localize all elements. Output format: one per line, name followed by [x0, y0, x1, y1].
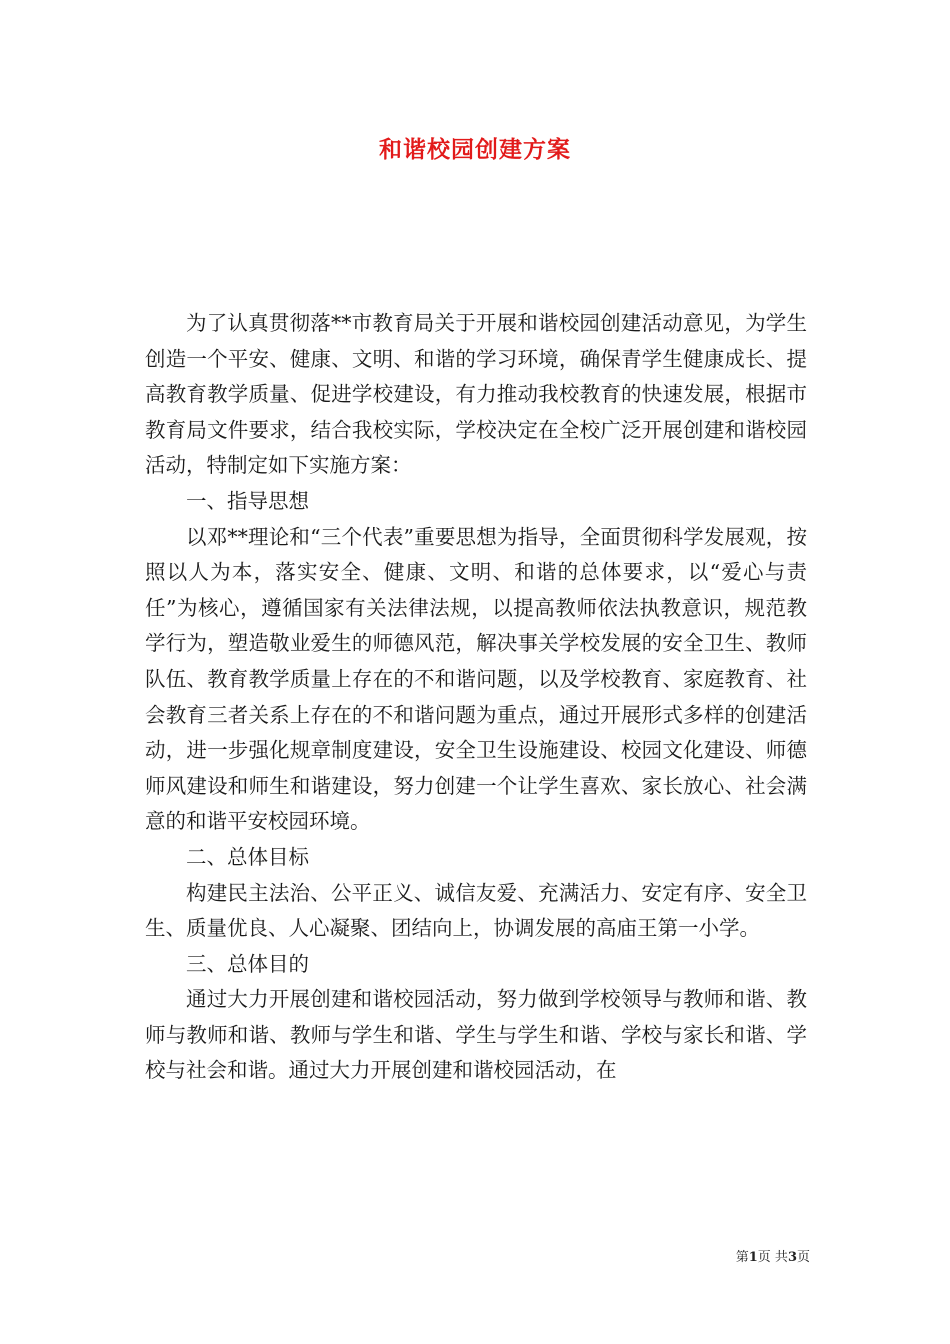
document-title: 和谐校园创建方案 — [379, 136, 571, 163]
footer-total-pages: 3 — [787, 1250, 797, 1265]
section-heading-guiding-ideology: 一、指导思想 — [186, 488, 309, 513]
page-footer — [700, 1246, 810, 1265]
guiding-ideology-paragraph: 以邓**理论和“三个代表”重要思想为指导，全面贯彻科学发展观，按照以人为本，落实安全、健康、文明、和谐的总体要求，以“爱心与责任”为核心，遵循国家有关法律法规，以提高教师依法执教意识，规范教学行为，塑造敬业爱生的师德风范，解决事关学校发展的安全卫生、教师队伍、教育教学质量上存在的不和谐问题，以及学校教育、家庭教育、社会教育三者关系上存在的不和谐问题为重点，通过开展形式多样的创建活动，进一步强化规章制度建设，安全卫生设施建设、校园文化建设、师德师风建设和师生和谐建设，努力创建一个让学生喜欢、家长放心、社会满意的和谐平安校园环境。 — [145, 524, 807, 834]
footer-prefix: 第 — [735, 1250, 749, 1265]
overall-goal-paragraph: 构建民主法治、公平正义、诚信友爱、充满活力、安定有序、安全卫生、质量优良、人心凝聚、团结向上，协调发展的高庙王第一小学。 — [145, 880, 807, 941]
document-body — [145, 306, 807, 1089]
section-heading-overall-purpose: 三、总体目的 — [186, 951, 309, 976]
overall-purpose-paragraph: 通过大力开展创建和谐校园活动，努力做到学校领导与教师和谐、教师与教师和谐、教师与学生和谐、学生与学生和谐、学校与家长和谐、学校与社会和谐。通过大力开展创建和谐校园活动，在 — [145, 987, 807, 1083]
footer-page-number: 1 — [748, 1250, 758, 1265]
footer-suffix: 页 — [796, 1250, 810, 1265]
section-heading-overall-goal: 二、总体目标 — [186, 844, 309, 869]
intro-paragraph: 为了认真贯彻落**市教育局关于开展和谐校园创建活动意见，为学生创造一个平安、健康、文明、和谐的学习环境，确保青学生健康成长、提高教育教学质量、促进学校建设，有力推动我校教育的快速发展，根据市教育局文件要求，结合我校实际，学校决定在全校广泛开展创建和谐校园活动，特制定如下实施方案： — [145, 311, 807, 478]
footer-middle: 页 共 — [757, 1250, 788, 1265]
